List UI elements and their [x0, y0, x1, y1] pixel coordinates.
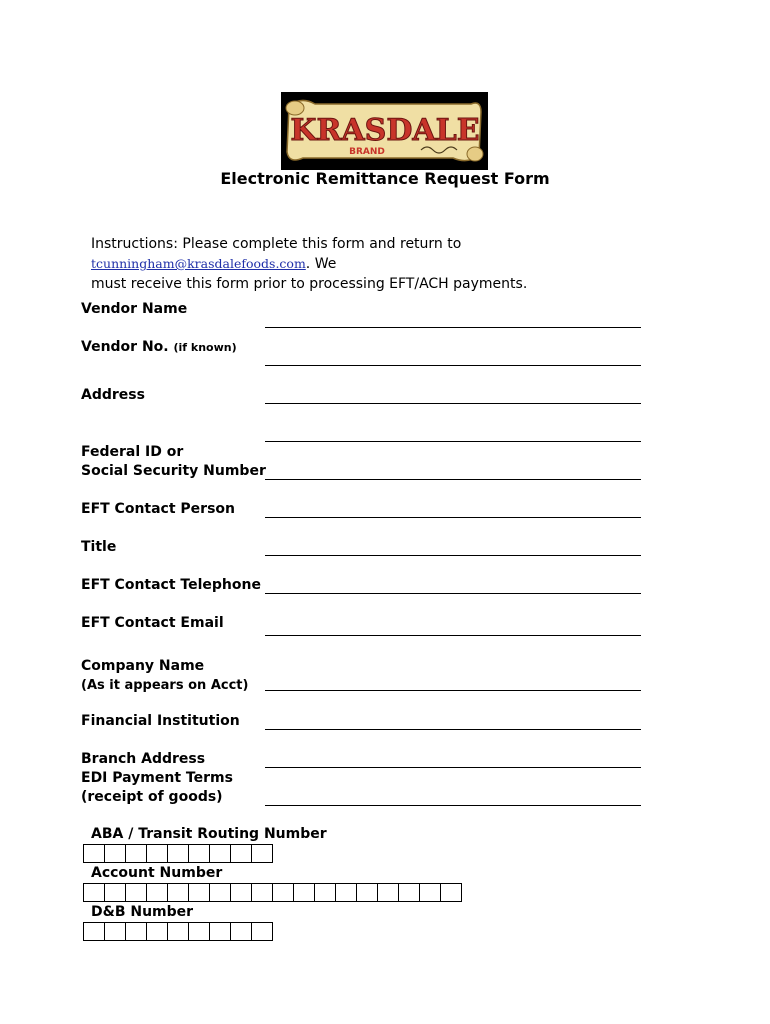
logo-subbrand-text: BRAND — [349, 147, 385, 157]
account-number-boxes[interactable] — [83, 883, 461, 902]
digit-box[interactable] — [188, 922, 210, 941]
federal-id-label-line1: Federal ID or — [81, 444, 184, 460]
eft-contact-person-field[interactable] — [265, 517, 641, 518]
digit-box[interactable] — [398, 883, 420, 902]
title-field[interactable] — [265, 555, 641, 556]
vendor-no-text: Vendor No. — [81, 339, 169, 355]
page-title: Electronic Remittance Request Form — [220, 169, 550, 188]
receipt-of-goods-label: (receipt of goods) — [81, 789, 223, 805]
digit-box[interactable] — [125, 844, 147, 863]
digit-box[interactable] — [104, 922, 126, 941]
digit-box[interactable] — [230, 922, 252, 941]
edi-payment-terms-field[interactable] — [265, 805, 641, 806]
logo-brand-text: KRASDALE — [290, 113, 480, 148]
dnb-number-boxes[interactable] — [83, 922, 272, 941]
digit-box[interactable] — [251, 922, 273, 941]
digit-box[interactable] — [167, 883, 189, 902]
digit-box[interactable] — [104, 883, 126, 902]
aba-routing-boxes[interactable] — [83, 844, 272, 863]
digit-box[interactable] — [293, 883, 315, 902]
address-label: Address — [81, 387, 145, 403]
digit-box[interactable] — [230, 883, 252, 902]
digit-box[interactable] — [146, 844, 168, 863]
company-name-label: Company Name — [81, 658, 205, 674]
account-number-label: Account Number — [91, 865, 223, 881]
instructions-line2: must receive this form prior to processing EFT/ACH payments. — [91, 276, 528, 292]
digit-box[interactable] — [251, 883, 273, 902]
instructions-prefix: Instructions: Please complete this form and return to — [91, 236, 462, 252]
title-label: Title — [81, 539, 117, 555]
digit-box[interactable] — [167, 922, 189, 941]
digit-box[interactable] — [272, 883, 294, 902]
eft-contact-email-label: EFT Contact Email — [81, 615, 224, 631]
digit-box[interactable] — [314, 883, 336, 902]
logo-scroll-icon — [281, 92, 488, 170]
digit-box[interactable] — [188, 883, 210, 902]
federal-id-field[interactable] — [265, 479, 641, 480]
digit-box[interactable] — [188, 844, 210, 863]
financial-institution-field[interactable] — [265, 729, 641, 730]
vendor-name-field[interactable] — [265, 327, 641, 328]
federal-id-label-line2: Social Security Number — [81, 463, 266, 479]
instructions-after-email: . We — [305, 256, 337, 272]
digit-box[interactable] — [419, 883, 441, 902]
digit-box[interactable] — [230, 844, 252, 863]
digit-box[interactable] — [83, 922, 105, 941]
digit-box[interactable] — [440, 883, 462, 902]
eft-contact-telephone-field[interactable] — [265, 593, 641, 594]
digit-box[interactable] — [209, 883, 231, 902]
digit-box[interactable] — [209, 844, 231, 863]
eft-contact-person-label: EFT Contact Person — [81, 501, 235, 517]
digit-box[interactable] — [209, 922, 231, 941]
digit-box[interactable] — [167, 844, 189, 863]
vendor-no-field[interactable] — [265, 365, 641, 366]
digit-box[interactable] — [377, 883, 399, 902]
digit-box[interactable] — [335, 883, 357, 902]
eft-contact-email-field[interactable] — [265, 635, 641, 636]
address-field-line2[interactable] — [265, 441, 641, 442]
digit-box[interactable] — [356, 883, 378, 902]
company-name-note: (As it appears on Acct) — [81, 678, 249, 693]
digit-box[interactable] — [251, 844, 273, 863]
vendor-name-label: Vendor Name — [81, 301, 188, 317]
company-name-field[interactable] — [265, 690, 641, 691]
digit-box[interactable] — [83, 883, 105, 902]
dnb-number-label: D&B Number — [91, 904, 194, 920]
contact-email-link[interactable]: tcunningham@krasdalefoods.com — [91, 256, 306, 271]
branch-address-label: Branch Address — [81, 751, 206, 767]
digit-box[interactable] — [146, 922, 168, 941]
digit-box[interactable] — [104, 844, 126, 863]
vendor-no-label — [81, 338, 237, 357]
digit-box[interactable] — [146, 883, 168, 902]
digit-box[interactable] — [83, 844, 105, 863]
instructions — [91, 234, 671, 294]
edi-payment-terms-label: EDI Payment Terms — [81, 770, 233, 786]
aba-routing-label: ABA / Transit Routing Number — [91, 826, 327, 842]
digit-box[interactable] — [125, 883, 147, 902]
eft-contact-telephone-label: EFT Contact Telephone — [81, 577, 261, 593]
digit-box[interactable] — [125, 922, 147, 941]
branch-address-field[interactable] — [265, 767, 641, 768]
vendor-no-note: (if known) — [173, 341, 237, 354]
financial-institution-label: Financial Institution — [81, 713, 240, 729]
address-field-line1[interactable] — [265, 403, 641, 404]
krasdale-logo — [281, 92, 488, 170]
